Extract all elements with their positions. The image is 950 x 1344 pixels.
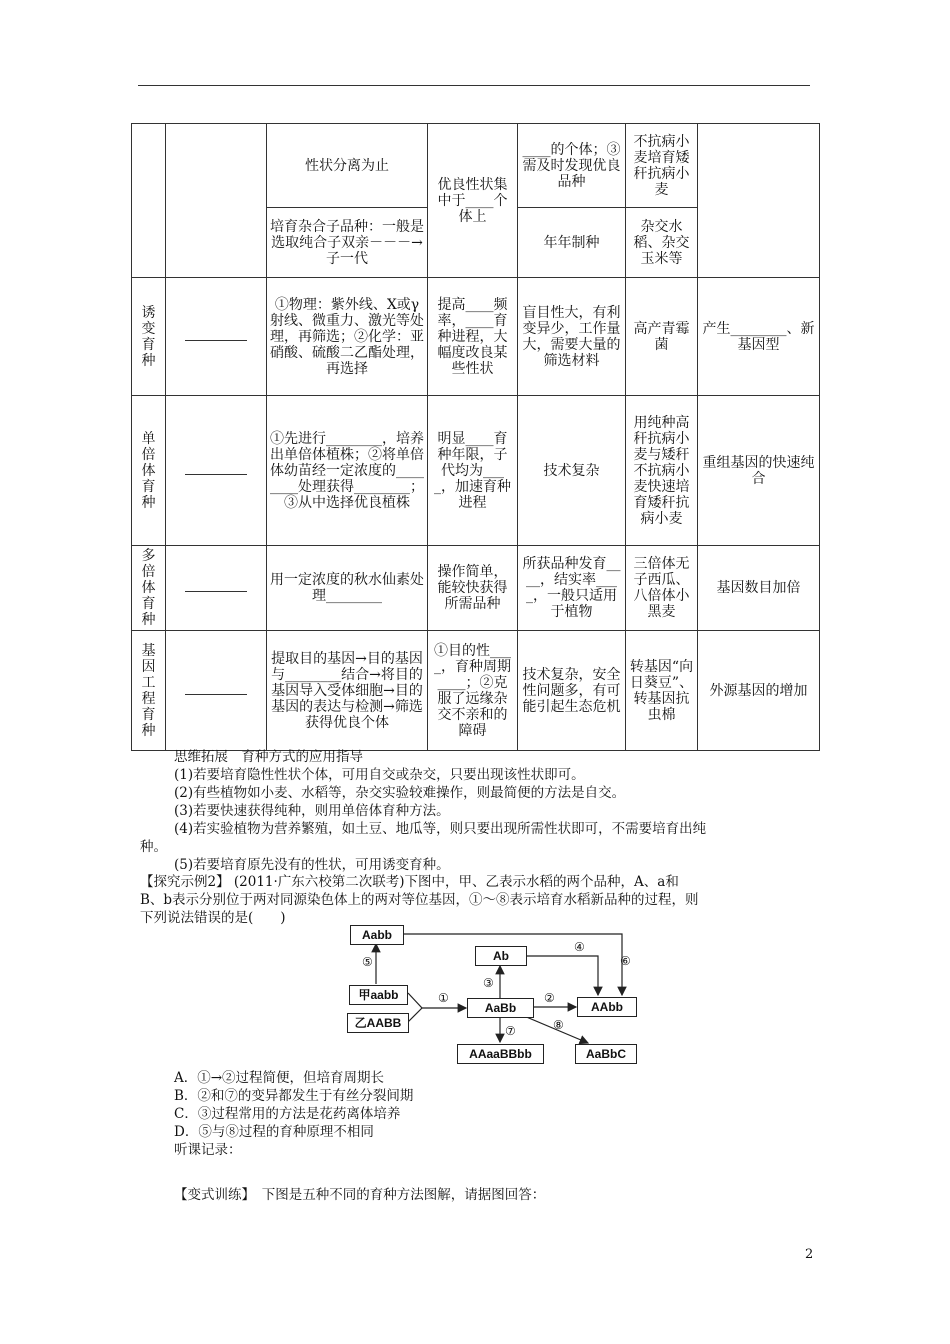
disadvantage-cell: 技术复杂，安全性问题多，有可能引起生态危机 <box>518 631 626 751</box>
step-label-7: ⑦ <box>505 1024 516 1038</box>
example-cell: 不抗病小麦培育矮秆抗病小麦 <box>626 124 698 208</box>
option-b: B．②和⑦的变异都发生于有丝分裂间期 <box>174 1088 414 1104</box>
exercise-heading: 【变式训练】 下图是五种不同的育种方法图解，请据图回答： <box>174 1187 546 1203</box>
advantage-cell: 提高____频率，____育种进程，大幅度改良某些性状 <box>428 278 518 396</box>
question-stem: 【探究示例2】 (2011·广东六校第二次联考)下图中，甲、乙表示水稻的两个品种，A、a和 <box>140 874 679 890</box>
question-stem: B、b表示分别位于两对同源染色体上的两对等位基因，①～⑧表示培育水稻新品种的过程，则 <box>140 892 699 908</box>
method-cell: 提取目的基因→目的基因与________结合→将目的基因导入受体细胞→目的基因的表达与检测→筛选获得优良个体 <box>267 631 428 751</box>
method-cell: 用一定浓度的秋水仙素处理________ <box>267 546 428 631</box>
note-cell: 基因数目加倍 <box>698 546 820 631</box>
paragraph: (1)若要培育隐性性状个体，可用自交或杂交，只要出现该性状即可。 <box>174 767 585 783</box>
node-aabb-right: AAbb <box>577 997 637 1017</box>
note-cell: 产生________、新基因型 <box>698 278 820 396</box>
disadvantage-cell: 技术复杂 <box>518 396 626 546</box>
option-d: D．⑤与⑧过程的育种原理不相同 <box>174 1124 374 1140</box>
paragraph: (2)有些植物如小麦、水稻等，杂交实验较难操作，则最简便的方法是自交。 <box>174 785 626 801</box>
method-name: 基因工程育种 <box>132 631 166 751</box>
method-name: 多倍体育种 <box>132 546 166 631</box>
node-aabb-mid: AaBb <box>467 998 534 1018</box>
step-label-3: ③ <box>483 976 494 990</box>
method-name: 单倍体育种 <box>132 396 166 546</box>
example-cell: 高产青霉菌 <box>626 278 698 396</box>
node-yi: 乙AABB <box>347 1013 409 1033</box>
node-aabbc: AaBbC <box>575 1044 637 1064</box>
feature-cell: ____的个体；③需及时发现优良品种 <box>518 124 626 208</box>
step-label-4: ④ <box>574 940 585 954</box>
step-label-6: ⑥ <box>620 954 631 968</box>
method-cell: ①先进行________，培养出单倍体植株；②将单倍体幼苗经一定浓度的________处理获得________；③从中选择优良植株 <box>267 396 428 546</box>
note-cell: 重组基因的快速纯合 <box>698 396 820 546</box>
advantage-cell: 明显____育种年限，子代均为____，加速育种进程 <box>428 396 518 546</box>
feature-cell: 年年制种 <box>518 208 626 278</box>
example-cell: 三倍体无子西瓜、八倍体小黑麦 <box>626 546 698 631</box>
method-name: 诱变育种 <box>132 278 166 396</box>
paragraph: (4)若实验植物为营养繁殖，如土豆、地瓜等，则只要出现所需性状即可，不需要培育出纯 <box>174 821 707 837</box>
paragraph: (3)若要快速获得纯种，则用单倍体育种方法。 <box>174 803 450 819</box>
paragraph: (5)若要培育原先没有的性状，可用诱变育种。 <box>174 857 450 873</box>
option-c: C．③过程常用的方法是花药离体培养 <box>174 1106 401 1122</box>
disadvantage-cell: 盲目性大，有利变异少，工作量大，需要大量的筛选材料 <box>518 278 626 396</box>
section-heading: 思维拓展 育种方式的应用指导 <box>174 749 363 765</box>
node-aabb-top: Aabb <box>350 925 404 945</box>
step-label-2: ② <box>544 991 555 1005</box>
method-cell: 性状分离为止 <box>267 124 428 208</box>
step-label-8: ⑧ <box>553 1018 564 1032</box>
notes-label: 听课记录： <box>174 1142 242 1158</box>
disadvantage-cell: 所获品种发育____，结实率____，一般只适用于植物 <box>518 546 626 631</box>
example-cell: 转基因“向日葵豆”、转基因抗虫棉 <box>626 631 698 751</box>
example-cell: 用纯种高秆抗病小麦与矮秆不抗病小麦快速培育矮秆抗病小麦 <box>626 396 698 546</box>
method-cell: ①物理：紫外线、X或γ射线、微重力、激光等处理，再筛选；②化学：亚硝酸、硫酸二乙酯处理，再选择 <box>267 278 428 396</box>
node-ab: Ab <box>475 946 527 966</box>
paragraph: 种。 <box>140 839 167 855</box>
note-cell: 外源基因的增加 <box>698 631 820 751</box>
page-number: 2 <box>805 1247 814 1262</box>
advantage-cell: 优良性状集中于____个体上 <box>428 124 518 278</box>
example-cell: 杂交水稻、杂交玉米等 <box>626 208 698 278</box>
node-jia: 甲aabb <box>349 985 408 1005</box>
advantage-cell: ①目的性____，育种周期____；②克服了远缘杂交不亲和的障碍 <box>428 631 518 751</box>
step-label-5: ⑤ <box>362 955 373 969</box>
advantage-cell: 操作简单，能较快获得所需品种 <box>428 546 518 631</box>
question-stem: 下列说法错误的是( ) <box>140 910 286 926</box>
node-aaaabbbb: AAaaBBbb <box>457 1044 544 1064</box>
step-label-1: ① <box>438 991 449 1005</box>
option-a: A．①→②过程简便，但培育周期长 <box>174 1070 385 1086</box>
method-cell: 培育杂合子品种：一般是选取纯合子双亲－－－→子一代 <box>267 208 428 278</box>
